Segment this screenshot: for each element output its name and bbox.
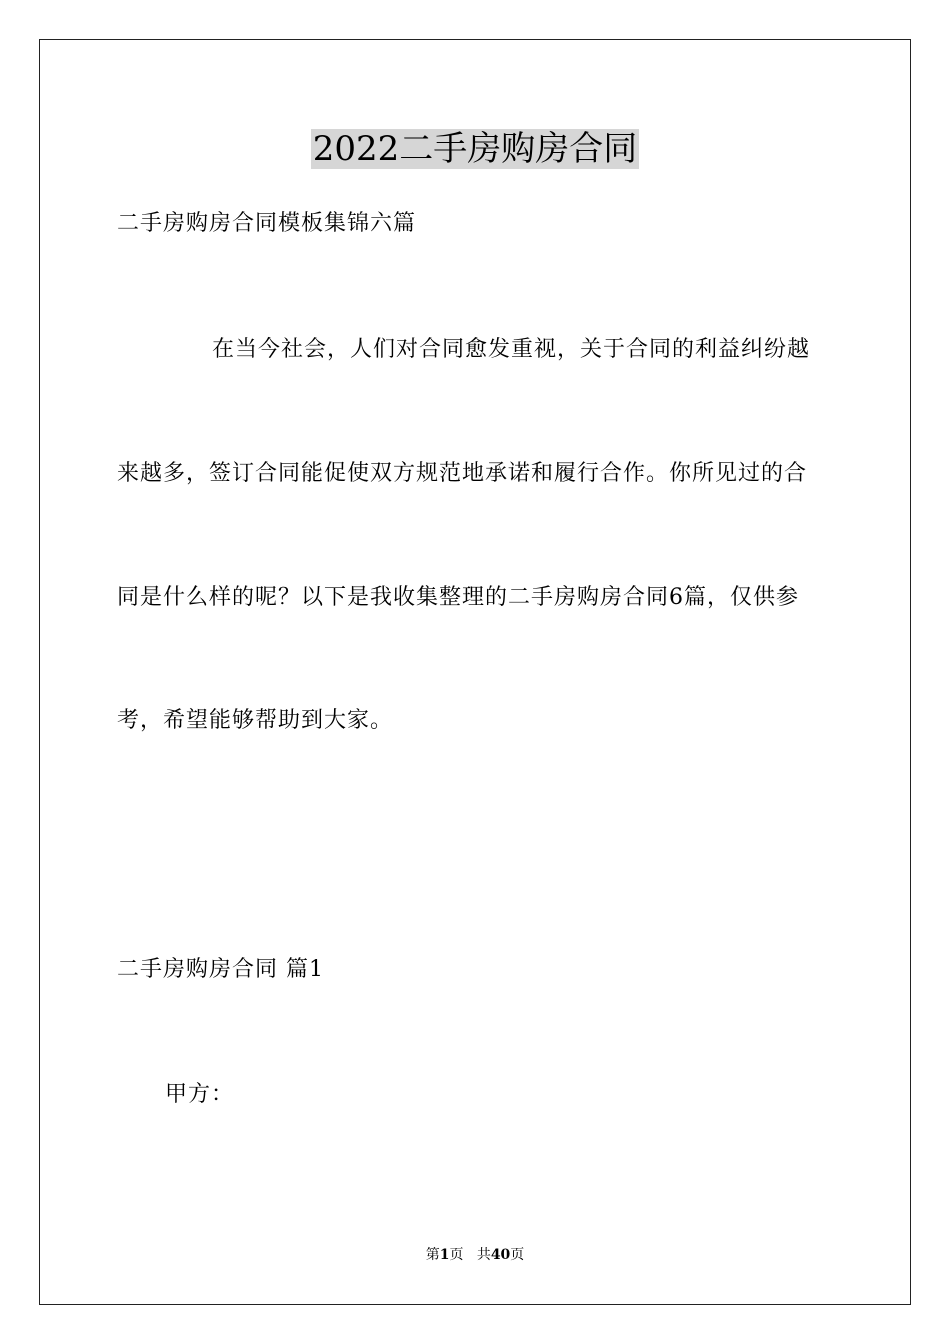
footer-page-suffix: 页 (449, 1247, 464, 1263)
footer-page-number: 1 (439, 1247, 450, 1263)
document-title (0, 127, 950, 171)
footer-total-pages: 40 (490, 1247, 511, 1263)
intro-paragraph-line-1: 在当今社会，人们对合同愈发重视，关于合同的利益纠纷越 (212, 337, 811, 362)
document-subtitle: 二手房购房合同模板集锦六篇 (117, 211, 417, 236)
section-heading: 二手房购房合同 篇1 (117, 957, 324, 982)
page-footer (0, 1245, 950, 1265)
intro-paragraph-line-2: 来越多，签订合同能促使双方规范地承诺和履行合作。你所见过的合 (117, 461, 808, 486)
intro-paragraph-line-4: 考，希望能够帮助到大家。 (117, 708, 394, 733)
party-a-label: 甲方： (165, 1082, 235, 1107)
document-title-text: 2022二手房购房合同 (312, 129, 638, 169)
intro-paragraph-line-3: 同是什么样的呢？以下是我收集整理的二手房购房合同6篇，仅供参 (117, 585, 799, 610)
footer-page-prefix: 第 (425, 1247, 440, 1263)
footer-total-suffix: 页 (510, 1247, 525, 1263)
footer-total-prefix: 共 (476, 1247, 491, 1263)
